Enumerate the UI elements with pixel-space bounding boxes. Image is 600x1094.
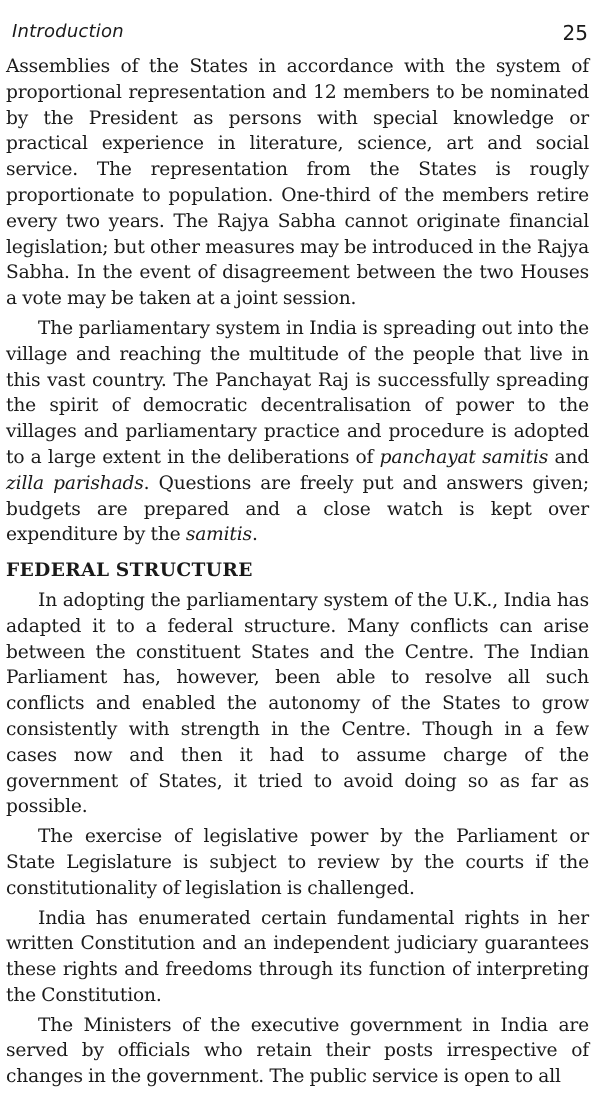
- paragraph-1: Assemblies of the States in accordance with the system of proportional representation and 12 members to be nominated by the President as persons with special knowledge or practical experience in literature, science, art and social service. The representation from the States is rougly proportionate to population. One-third of the members retire every two years. The Rajya Sabha cannot originate financial legislation; but other measures may be introduced in the Rajya Sabha. In the event of disagreement between the two Houses a vote may be taken at a joint session.: [6, 56, 589, 310]
- federal-paragraph-2: The exercise of legislative power by the Parliament or State Legislature is subject to review by the courts if the constitutionality of legislation is challenged.: [6, 826, 589, 899]
- paragraph-2: [6, 316, 589, 548]
- paragraph-2-italic-term: zilla parishads: [6, 472, 144, 494]
- paragraph-2-italic-term: samitis: [185, 524, 252, 546]
- section-heading: FEDERAL STRUCTURE: [6, 560, 253, 582]
- paragraph-2-italic-term: panchayat samitis: [379, 446, 549, 468]
- paragraph-2-text: . Questions are freely put and answers given; budgets are prepared and a close watch is kept over expenditure by the: [6, 472, 589, 546]
- paragraph-2-text: The parliamentary system in India is spreading out into the village and reaching the multitude of the people that live in this vast country. The Panchayat Raj is successfully spreading the spirit of democratic decentralisation of power to the villages and parliamentary practice and procedure is adopted to a large extent in the deliberations of: [6, 317, 589, 468]
- federal-paragraph-3: India has enumerated certain fundamental rights in her written Constitution and an independent judiciary guarantees these rights and freedoms through its function of interpreting the Constitution.: [6, 907, 589, 1006]
- running-header: [6, 8, 588, 45]
- federal-paragraph-4: The Ministers of the executive government in India are served by officials who retain their posts irrespective of changes in the government. The public service is open to all: [6, 1014, 589, 1088]
- paragraph-2-text: and: [548, 446, 590, 468]
- paragraph-2-text: .: [251, 524, 258, 546]
- page-number: 25: [562, 21, 588, 45]
- chapter-title: Introduction: [12, 21, 124, 42]
- body-text: [6, 54, 589, 1094]
- federal-paragraph-1: In adopting the parliamentary system of the U.K., India has adapted it to a federal structure. Many conflicts can arise between the constituent States and the Centre. The Indian Parliament has, however, been able to resolve all such conflicts and enabled the autonomy of the States to grow consistently with strength in the Centre. Though in a few cases now and then it had to assume charge of the government of States, it tried to avoid doing so as far as possible.: [6, 589, 589, 818]
